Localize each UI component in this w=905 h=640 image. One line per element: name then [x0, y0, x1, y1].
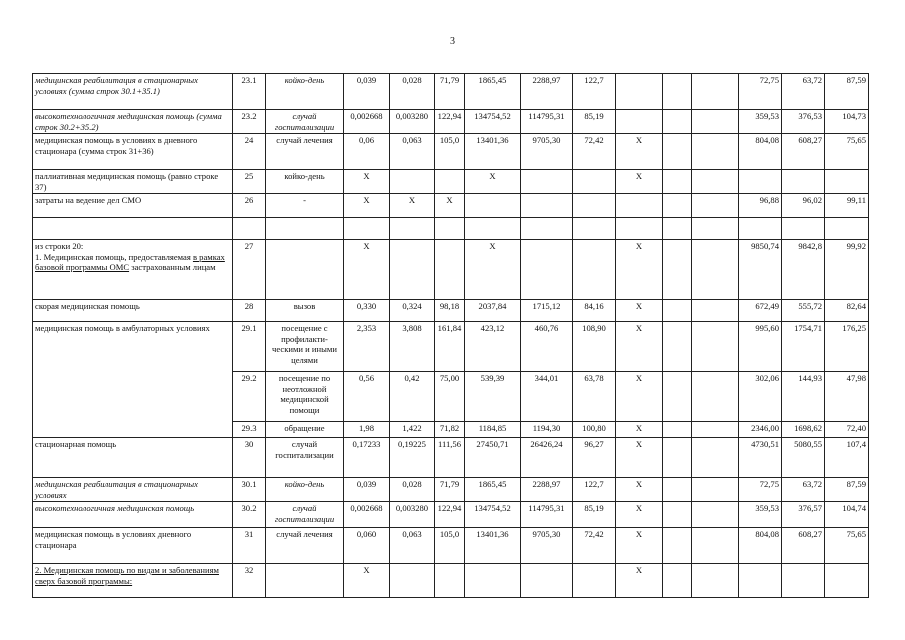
table-row: затраты на ведение дел СМО 26 - Х Х Х 96,88 96,02 99,11 [33, 194, 869, 218]
table-row: паллиативная медицинская помощь (равно строке 37) 25 койко-день Х Х Х [33, 170, 869, 194]
row-name: затраты на ведение дел СМО [33, 194, 233, 218]
table-row: медицинская реабилитация в стационарных условиях 30.1 койко-день 0,039 0,028 71,79 1865,45 2288,97 122,7 Х 72,75 63,72 87,59 [33, 478, 869, 502]
table-row: медицинская помощь в условиях в дневного стационара (сумма строк 31+36) 24 случай лечения 0,06 0,063 105,0 13401,36 9705,30 72,42 Х 804,08 608,27 75,65 [33, 134, 869, 170]
table-row: из строки 20: 1. Медицинская помощь, предоставляемая в рамках базовой программы ОМС застрахованным лицам 27 Х Х Х 9850,74 9842,8 99,92 [33, 240, 869, 300]
row-name: паллиативная медицинская помощь (равно строке 37) [33, 170, 233, 194]
table-row: 2. Медицинская помощь по видам и заболеваниям сверх базовой программы: 32 Х Х [33, 564, 869, 598]
table-row: 29.2 посещение по неотложной медицинской помощи 0,56 0,42 75,00 539,39 344,01 63,78 Х 302,06 144,93 47,98 [33, 372, 869, 422]
row-name: медицинская реабилитация в стационарных условиях [33, 478, 233, 502]
row-name: медицинская помощь в условиях в дневного стационара (сумма строк 31+36) [33, 134, 233, 170]
row-name [33, 218, 233, 240]
table-row: стационарная помощь 30 случай госпитализации 0,17233 0,19225 111,56 27450,71 26426,24 96,27 Х 4730,51 5080,55 107,4 [33, 438, 869, 478]
row-name: медицинская помощь в условиях дневного стационара [33, 528, 233, 564]
row-name: высокотехнологичная медицинская помощь (сумма строк 30.2+35.2) [33, 110, 233, 134]
table-row: 29.3 обращение 1,98 1,422 71,82 1184,85 1194,30 100,80 Х 2346,00 1698,62 72,40 [33, 422, 869, 438]
row-name: из строки 20: 1. Медицинская помощь, предоставляемая в рамках базовой программы ОМС застрахованным лицам [33, 240, 233, 300]
row-name: стационарная помощь [33, 438, 233, 478]
page-number: 3 [450, 36, 455, 47]
table-row: медицинская помощь в амбулаторных условиях 29.1 посещение с профилакти-ческими и иными целями 2,353 3,808 161,84 423,12 460,76 108,90 Х 995,60 1754,71 176,25 [33, 322, 869, 372]
table-row: медицинская помощь в условиях дневного стационара 31 случай лечения 0,060 0,063 105,0 13401,36 9705,30 72,42 Х 804,08 608,27 75,65 [33, 528, 869, 564]
table-row: медицинская реабилитация в стационарных условиях (сумма строк 30.1+35.1) 23.1 койко-день 0,039 0,028 71,79 1865,45 2288,97 122,7 72,75 63,72 87,59 [33, 74, 869, 110]
row-name: 2. Медицинская помощь по видам и заболеваниям сверх базовой программы: [33, 564, 233, 598]
row-name: высокотехнологичная медицинская помощь [33, 502, 233, 528]
table-row: высокотехнологичная медицинская помощь 30.2 случай госпитализации 0,002668 0,003280 122,94 134754,52 114795,31 85,19 Х 359,53 376,57 104,74 [33, 502, 869, 528]
row-name: медицинская помощь в амбулаторных условиях [33, 322, 233, 438]
budget-table [32, 73, 869, 598]
row-name: медицинская реабилитация в стационарных условиях (сумма строк 30.1+35.1) [33, 74, 233, 110]
table-row [33, 218, 869, 240]
table-row: скорая медицинская помощь 28 вызов 0,330 0,324 98,18 2037,84 1715,12 84,16 Х 672,49 555,72 82,64 [33, 300, 869, 322]
row-name: скорая медицинская помощь [33, 300, 233, 322]
table-row: высокотехнологичная медицинская помощь (сумма строк 30.2+35.2) 23.2 случай госпитализации 0,002668 0,003280 122,94 134754,52 114795,31 85,19 359,53 376,53 104,73 [33, 110, 869, 134]
